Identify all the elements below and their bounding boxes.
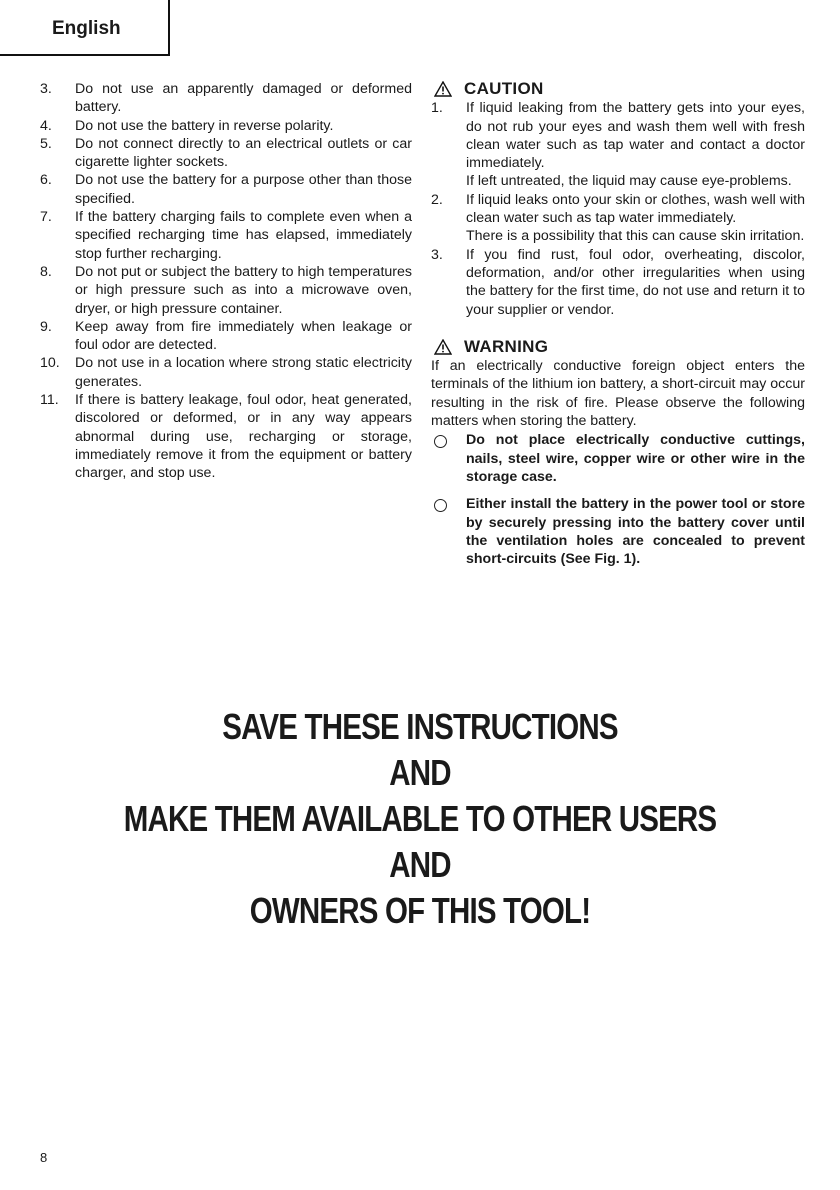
banner-line: AND	[389, 752, 451, 793]
list-item	[40, 135, 412, 172]
list-item	[40, 263, 412, 318]
item-text: Keep away from fire immediately when leakage or foul odor are detected.	[75, 318, 412, 354]
safety-list	[40, 80, 412, 483]
item-text: If you find rust, foul odor, overheating, discolor, deformation, and/or other irregularities when using the battery for the first time, do not use and return it to your supplier or vendor.	[466, 246, 805, 318]
item-text: If there is battery leakage, foul odor, heat generated, discolored or deformed, or in any way appears abnormal during use, recharging or storage, immediately remove it from the equipment or battery charger, and stop use.	[75, 392, 412, 482]
item-text-main: If liquid leaks onto your skin or clothes, wash well with clean water such as tap water immediately.	[466, 191, 805, 227]
caution-triangle-icon	[434, 81, 452, 97]
language-tab	[0, 0, 170, 56]
warning-bullets	[431, 431, 805, 568]
list-item	[40, 318, 412, 355]
banner-line: MAKE THEM AVAILABLE TO OTHER USERS	[123, 798, 717, 839]
bullet-text: Do not place electrically conductive cuttings, nails, steel wire, copper wire or other wire in the storage case.	[466, 432, 805, 485]
language-label: English	[52, 18, 121, 39]
bullet-item	[431, 431, 805, 486]
item-number: 11.	[40, 392, 59, 409]
banner-line: AND	[389, 844, 451, 885]
list-item	[40, 80, 412, 117]
banner-line: SAVE THESE INSTRUCTIONS	[222, 706, 618, 747]
caution-title: CAUTION	[464, 79, 544, 98]
item-number: 7.	[40, 209, 52, 226]
bullet-text: Either install the battery in the power tool or store by securely pressing into the battery cover until the ventilation holes are concealed to prevent short-circuits (See Fig. 1).	[466, 496, 805, 568]
item-number: 5.	[40, 135, 52, 152]
item-text: Do not put or subject the battery to high temperatures or high pressure such as into a microwave oven, dryer, or high pressure container.	[75, 263, 412, 317]
list-item	[40, 171, 412, 208]
item-text-extra: There is a possibility that this can cause skin irritation.	[466, 228, 805, 245]
warning-heading	[434, 338, 805, 356]
banner-line: OWNERS OF THIS TOOL!	[249, 890, 591, 931]
list-item	[40, 208, 412, 263]
item-text	[466, 191, 805, 246]
warning-title: WARNING	[464, 336, 549, 356]
item-text: If the battery charging fails to complete even when a specified recharging time has elapsed, immediately stop further recharging.	[75, 209, 412, 262]
item-text-main: If liquid leaking from the battery gets into your eyes, do not rub your eyes and wash them well with fresh clean water such as tap water and contact a doctor immediately.	[466, 100, 805, 172]
item-number: 3.	[431, 246, 443, 263]
right-column	[431, 80, 805, 577]
caution-heading	[434, 80, 805, 98]
item-number: 4.	[40, 117, 52, 134]
item-text: Do not use the battery for a purpose other than those specified.	[75, 172, 412, 207]
list-item	[40, 117, 412, 135]
circle-bullet-icon	[431, 431, 466, 486]
page-number: 8	[40, 1150, 48, 1165]
item-text-extra: If left untreated, the liquid may cause eye-problems.	[466, 173, 792, 190]
item-text: Do not use an apparently damaged or deformed battery.	[75, 81, 412, 116]
list-item	[431, 99, 805, 190]
item-number: 1.	[431, 100, 443, 117]
item-text	[466, 99, 805, 190]
item-number: 3.	[40, 81, 52, 97]
item-text: Do not connect directly to an electrical outlets or car cigarette lighter sockets.	[75, 135, 412, 171]
bullet-item	[431, 495, 805, 568]
list-item	[40, 354, 412, 391]
left-column	[40, 80, 412, 483]
warning-triangle-icon	[434, 339, 452, 355]
list-item	[431, 246, 805, 319]
item-number: 8.	[40, 263, 52, 280]
item-text: Do not use in a location where strong static electricity generates.	[75, 355, 412, 390]
item-number: 10.	[40, 355, 60, 372]
item-number: 9.	[40, 318, 52, 335]
list-item	[431, 191, 805, 246]
item-number: 2.	[431, 191, 443, 208]
circle-bullet-icon	[431, 495, 466, 568]
item-number: 6.	[40, 172, 52, 189]
warning-intro: If an electrically conductive foreign object enters the terminals of the lithium ion battery, a short-circuit may occur resulting in the risk of fire. Please observe the following matters when storing the battery.	[431, 358, 805, 430]
caution-list	[431, 99, 805, 319]
closing-banner	[76, 704, 765, 934]
list-item	[40, 391, 412, 482]
item-text: Do not use the battery in reverse polarity.	[75, 117, 334, 134]
